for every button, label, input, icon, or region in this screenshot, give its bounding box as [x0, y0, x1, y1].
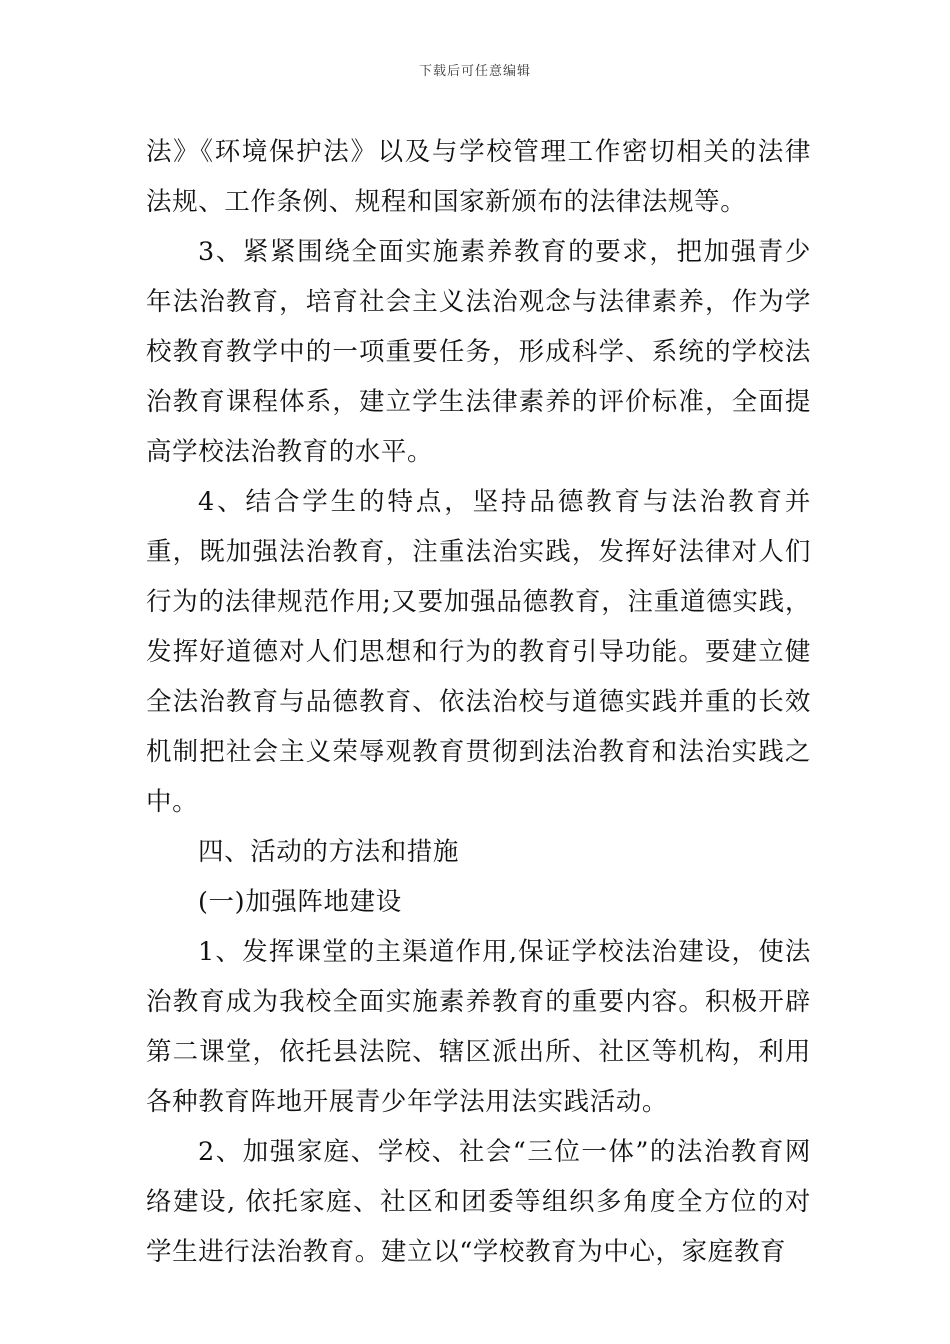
paragraph-measure-1: 1、发挥课堂的主渠道作用,保证学校法治建设，使法治教育成为我校全面实施素养教育的重要内容。积极开辟第二课堂，依托县法院、辖区派出所、社区等机构，利用各种教育阵地开展青少年学法用法实践活动。 [146, 937, 811, 1117]
document-body [146, 127, 811, 1277]
paragraph-item-4: 4、结合学生的特点，坚持品德教育与法治教育并重，既加强法治教育，注重法治实践，发挥好法律对人们行为的法律规范作用;又要加强品德教育，注重道德实践，发挥好道德对人们思想和行为的教育引导功能。要建立健全法治教育与品德教育、依法治校与道德实践并重的长效机制把社会主义荣辱观教育贯彻到法治教育和法治实践之中。 [146, 487, 811, 817]
paragraph-item-3: 3、紧紧围绕全面实施素养教育的要求，把加强青少年法治教育，培育社会主义法治观念与法律素养，作为学校教育教学中的一项重要任务，形成科学、系统的学校法治教育课程体系，建立学生法律素养的评价标准，全面提高学校法治教育的水平。 [146, 237, 811, 467]
page-header-note: 下载后可任意编辑 [418, 64, 531, 79]
subsection-heading-base-building: (一)加强阵地建设 [198, 887, 402, 917]
paragraph-measure-2: 2、加强家庭、学校、社会“三位一体”的法治教育网络建设, 依托家庭、社区和团委等组织多角度全方位的对学生进行法治教育。建立以“学校教育为中心，家庭教育 [146, 1137, 811, 1267]
section-heading-methods: 四、活动的方法和措施 [198, 837, 460, 867]
paragraph-law-list-continuation: 法》《环境保护法》以及与学校管理工作密切相关的法律法规、工作条例、规程和国家新颁布的法律法规等。 [146, 137, 811, 217]
